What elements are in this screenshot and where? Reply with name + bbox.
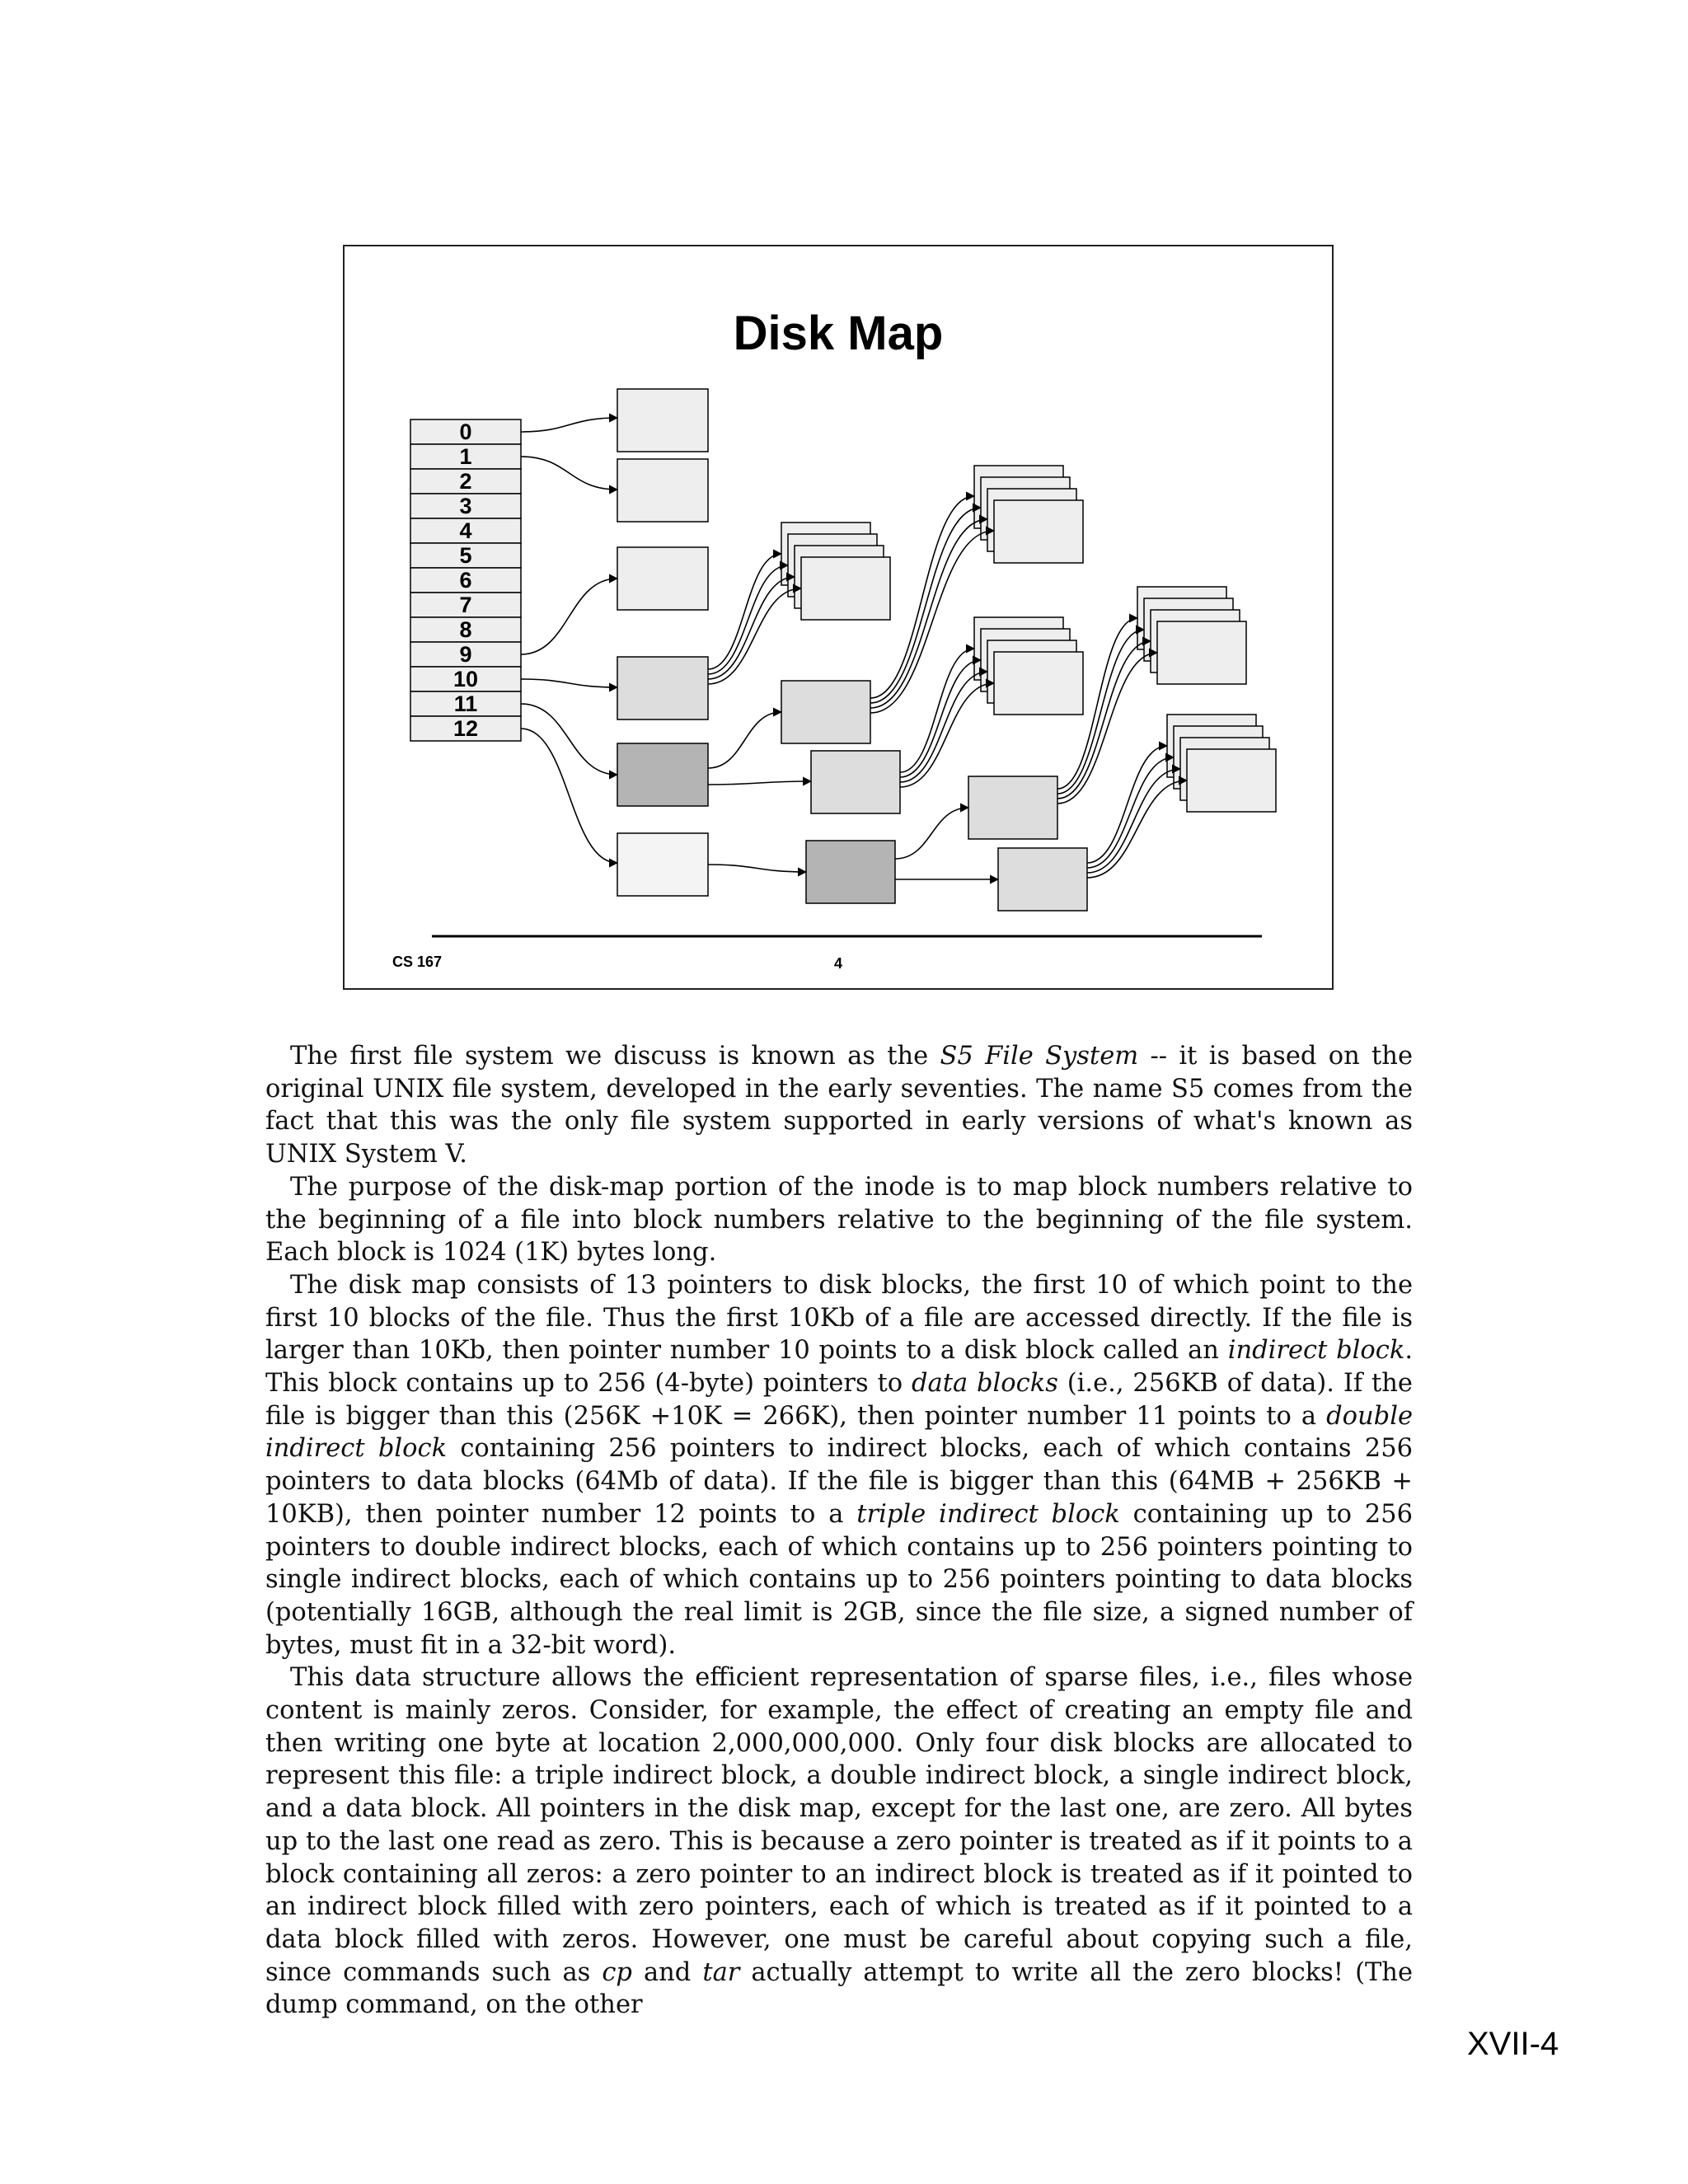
disk-map-pointer-label: 10 [452, 667, 479, 691]
data-block [994, 500, 1083, 563]
disk-map-pointer-label: 3 [459, 494, 472, 518]
disk-map-pointer-label: 1 [459, 444, 472, 469]
disk-map-pointer-label: 2 [459, 469, 472, 494]
indirect-block [968, 776, 1057, 839]
pointer-arrow [708, 781, 811, 785]
pointer-arrow [895, 808, 968, 859]
body-text [265, 1040, 1413, 2022]
indirect-block [811, 751, 900, 813]
pointer-arrow [521, 679, 617, 687]
text-run: and [631, 1957, 703, 1987]
text-run: containing up to 256 pointers to double indirect blocks, each of which contains up to 256 pointers pointing to single indirect blocks, each of which contains up to 256 pointers pointing to data blocks (potentially 16GB, although the real limit is 2GB, since the file size, a signed number of bytes, must fit in a 32-bit word). [265, 1499, 1413, 1660]
slide-footer-page-number: 4 [834, 955, 843, 972]
text-run: (i.e., 256KB of data). If the file is bigger than this (256K +10K = 266K), then pointer number 11 points to a [265, 1369, 1413, 1431]
text-run: containing 256 pointers to indirect blocks, each of which contains 256 pointers to data blocks (64Mb of data). If the file is bigger than this (64MB + 256KB + 10KB), then pointer number 12 points to a [265, 1434, 1414, 1529]
data-block [1157, 621, 1246, 684]
emphasized-term: S5 File System [940, 1042, 1139, 1071]
text-run: . This block contains up to 256 (4-byte) pointers to [265, 1336, 1414, 1399]
double-indirect-block [806, 841, 895, 903]
disk-map-pointer-label: 0 [459, 419, 472, 444]
pointer-arrow [900, 649, 974, 772]
indirect-block [998, 848, 1087, 911]
disk-map-pointer-label: 9 [459, 642, 472, 667]
data-block [1187, 749, 1276, 812]
slide-figure [343, 245, 1334, 990]
data-block [994, 652, 1083, 715]
data-block [801, 557, 890, 620]
pointer-arrow [1087, 746, 1167, 863]
pointer-arrow [521, 579, 617, 654]
slide-title: Disk Map [733, 307, 944, 360]
pointer-arrow [708, 865, 806, 872]
text-run: This data structure allows the efficient representation of sparse files, i.e., files whose content is mainly zeros. Consider, for example, the effect of creating an empty file and then writing one byte at location 2,000,000,000. Only four disk blocks are allocated to represent this file: a triple indirect block, a double indirect block, a single indirect block, and a data block. All pointers in the disk map, except for the last one, are zero. All bytes up to the last one read as zero. This is because a zero pointer is treated as if it points to a block containing all zeros: a zero pointer to an indirect block is treated as if it pointed to an indirect block filled with zero pointers, each of which is treated as if it pointed to a data block filled with zeros. However, one must be careful about copying such a file, since commands such as [265, 1663, 1413, 1987]
pointer-arrow [708, 565, 788, 674]
indirect-block [617, 657, 708, 719]
emphasized-term: cp [602, 1957, 632, 1987]
data-block [617, 547, 708, 610]
text-run: actually attempt to write all the zero blocks! (The dump command, on the other [265, 1957, 1414, 2020]
paragraph [265, 1269, 1413, 1661]
emphasized-term: indirect block [1227, 1336, 1405, 1366]
pointer-arrow [708, 554, 781, 669]
pointer-arrow [521, 418, 617, 432]
pointer-arrow [1087, 757, 1174, 868]
pointer-arrow [521, 704, 617, 775]
pointer-arrow [521, 457, 617, 490]
emphasized-term: double indirect block [265, 1401, 1413, 1464]
paragraph [265, 1040, 1413, 1171]
pointer-arrow [521, 729, 617, 863]
triple-indirect-block [617, 833, 708, 896]
paragraph [265, 1171, 1413, 1269]
indirect-block [781, 681, 870, 743]
data-block [617, 459, 708, 522]
disk-map-pointer-label: 12 [452, 716, 479, 741]
paragraph [265, 1661, 1413, 2022]
disk-map-pointer-label: 11 [453, 691, 478, 716]
text-run: -- it is based on the original UNIX file system, developed in the early seventies. The name S5 comes from the fact that this was the only file system supported in early versions of what's known as UNIX System V. [265, 1042, 1413, 1169]
page-identifier: XVII-4 [1467, 2026, 1559, 2062]
pointer-arrow [900, 660, 981, 777]
emphasized-term: triple indirect block [856, 1499, 1120, 1529]
text-run: The purpose of the disk-map portion of the inode is to map block numbers relative to the beginning of a file into block numbers relative to the beginning of the file system. Each block is 1024 (1K) bytes long. [265, 1172, 1413, 1268]
text-run: The disk map consists of 13 pointers to disk blocks, the first 10 of which point to the first 10 blocks of the file. Thus the first 10Kb of a file are accessed directly. If the file is larger than 10Kb, then pointer number 10 points to a disk block called an [265, 1270, 1413, 1366]
data-block [617, 389, 708, 452]
disk-map-pointer-label: 6 [459, 568, 472, 593]
slide-footer-course: CS 167 [392, 954, 443, 970]
emphasized-term: tar [702, 1957, 740, 1987]
text-run: The first file system we discuss is known as the [290, 1042, 940, 1071]
disk-map-pointer-label: 5 [459, 543, 472, 568]
disk-map-pointer-label: 4 [459, 518, 472, 543]
disk-map-pointer-label: 8 [459, 617, 472, 642]
double-indirect-block [617, 743, 708, 806]
emphasized-term: data blocks [912, 1369, 1058, 1399]
pointer-arrow [708, 712, 781, 768]
disk-map-pointer-label: 7 [459, 593, 472, 617]
